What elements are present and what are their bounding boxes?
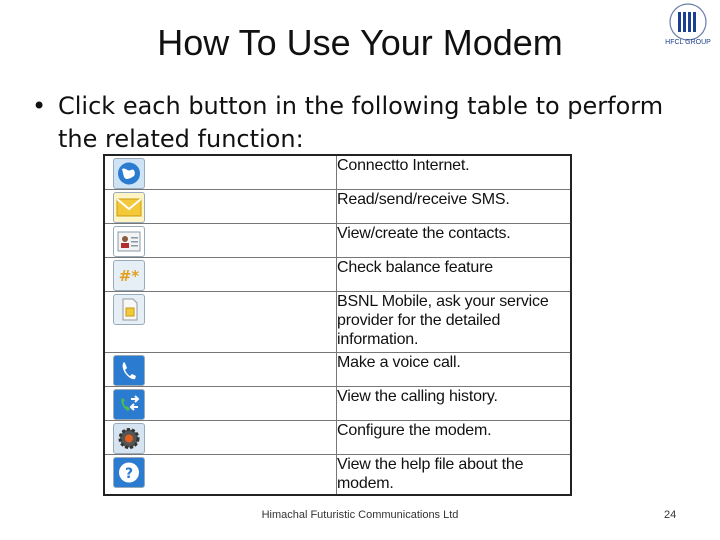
function-description: View the help file about the modem. (337, 455, 571, 495)
table-row (104, 190, 571, 224)
settings-gear-icon[interactable] (113, 423, 145, 454)
logo-text: HFCL GROUP (665, 39, 711, 46)
bullet-dot: • (32, 92, 47, 120)
function-description: View the calling history. (337, 387, 571, 421)
function-description: Configure the modem. (337, 421, 571, 455)
globe-icon[interactable] (113, 158, 145, 189)
balance-hash-icon[interactable] (113, 260, 145, 291)
page-number: 24 (664, 509, 677, 521)
function-description: BSNL Mobile, ask your service provider for the detailed information. (337, 292, 571, 353)
table-row (104, 155, 571, 190)
table-row (104, 292, 571, 353)
function-description: Read/send/receive SMS. (337, 190, 571, 224)
bullet-point (32, 90, 672, 156)
table-row (104, 224, 571, 258)
footer-text: Himachal Futuristic Communications Ltd (261, 509, 459, 521)
slide-title: How To Use Your Modem (157, 22, 563, 63)
table-row (104, 455, 571, 495)
sim-card-icon[interactable] (113, 294, 145, 325)
contact-card-icon[interactable] (113, 226, 145, 257)
bullet-text: Click each button in the following table to perform the related function: (58, 92, 664, 153)
hfcl-logo (660, 2, 716, 46)
envelope-icon[interactable] (113, 192, 145, 223)
function-description: Make a voice call. (337, 353, 571, 387)
function-description: Check balance feature (337, 258, 571, 292)
table-row (104, 421, 571, 455)
function-description: View/create the contacts. (337, 224, 571, 258)
svg-text:#*: #* (118, 267, 140, 285)
call-history-icon[interactable] (113, 389, 145, 420)
table-row (104, 353, 571, 387)
function-description: Connectto Internet. (337, 155, 571, 190)
table-row (104, 258, 571, 292)
help-icon[interactable] (113, 457, 145, 488)
svg-text:?: ? (124, 466, 134, 482)
table-row (104, 387, 571, 421)
phone-icon[interactable] (113, 355, 145, 386)
function-table (103, 154, 572, 496)
